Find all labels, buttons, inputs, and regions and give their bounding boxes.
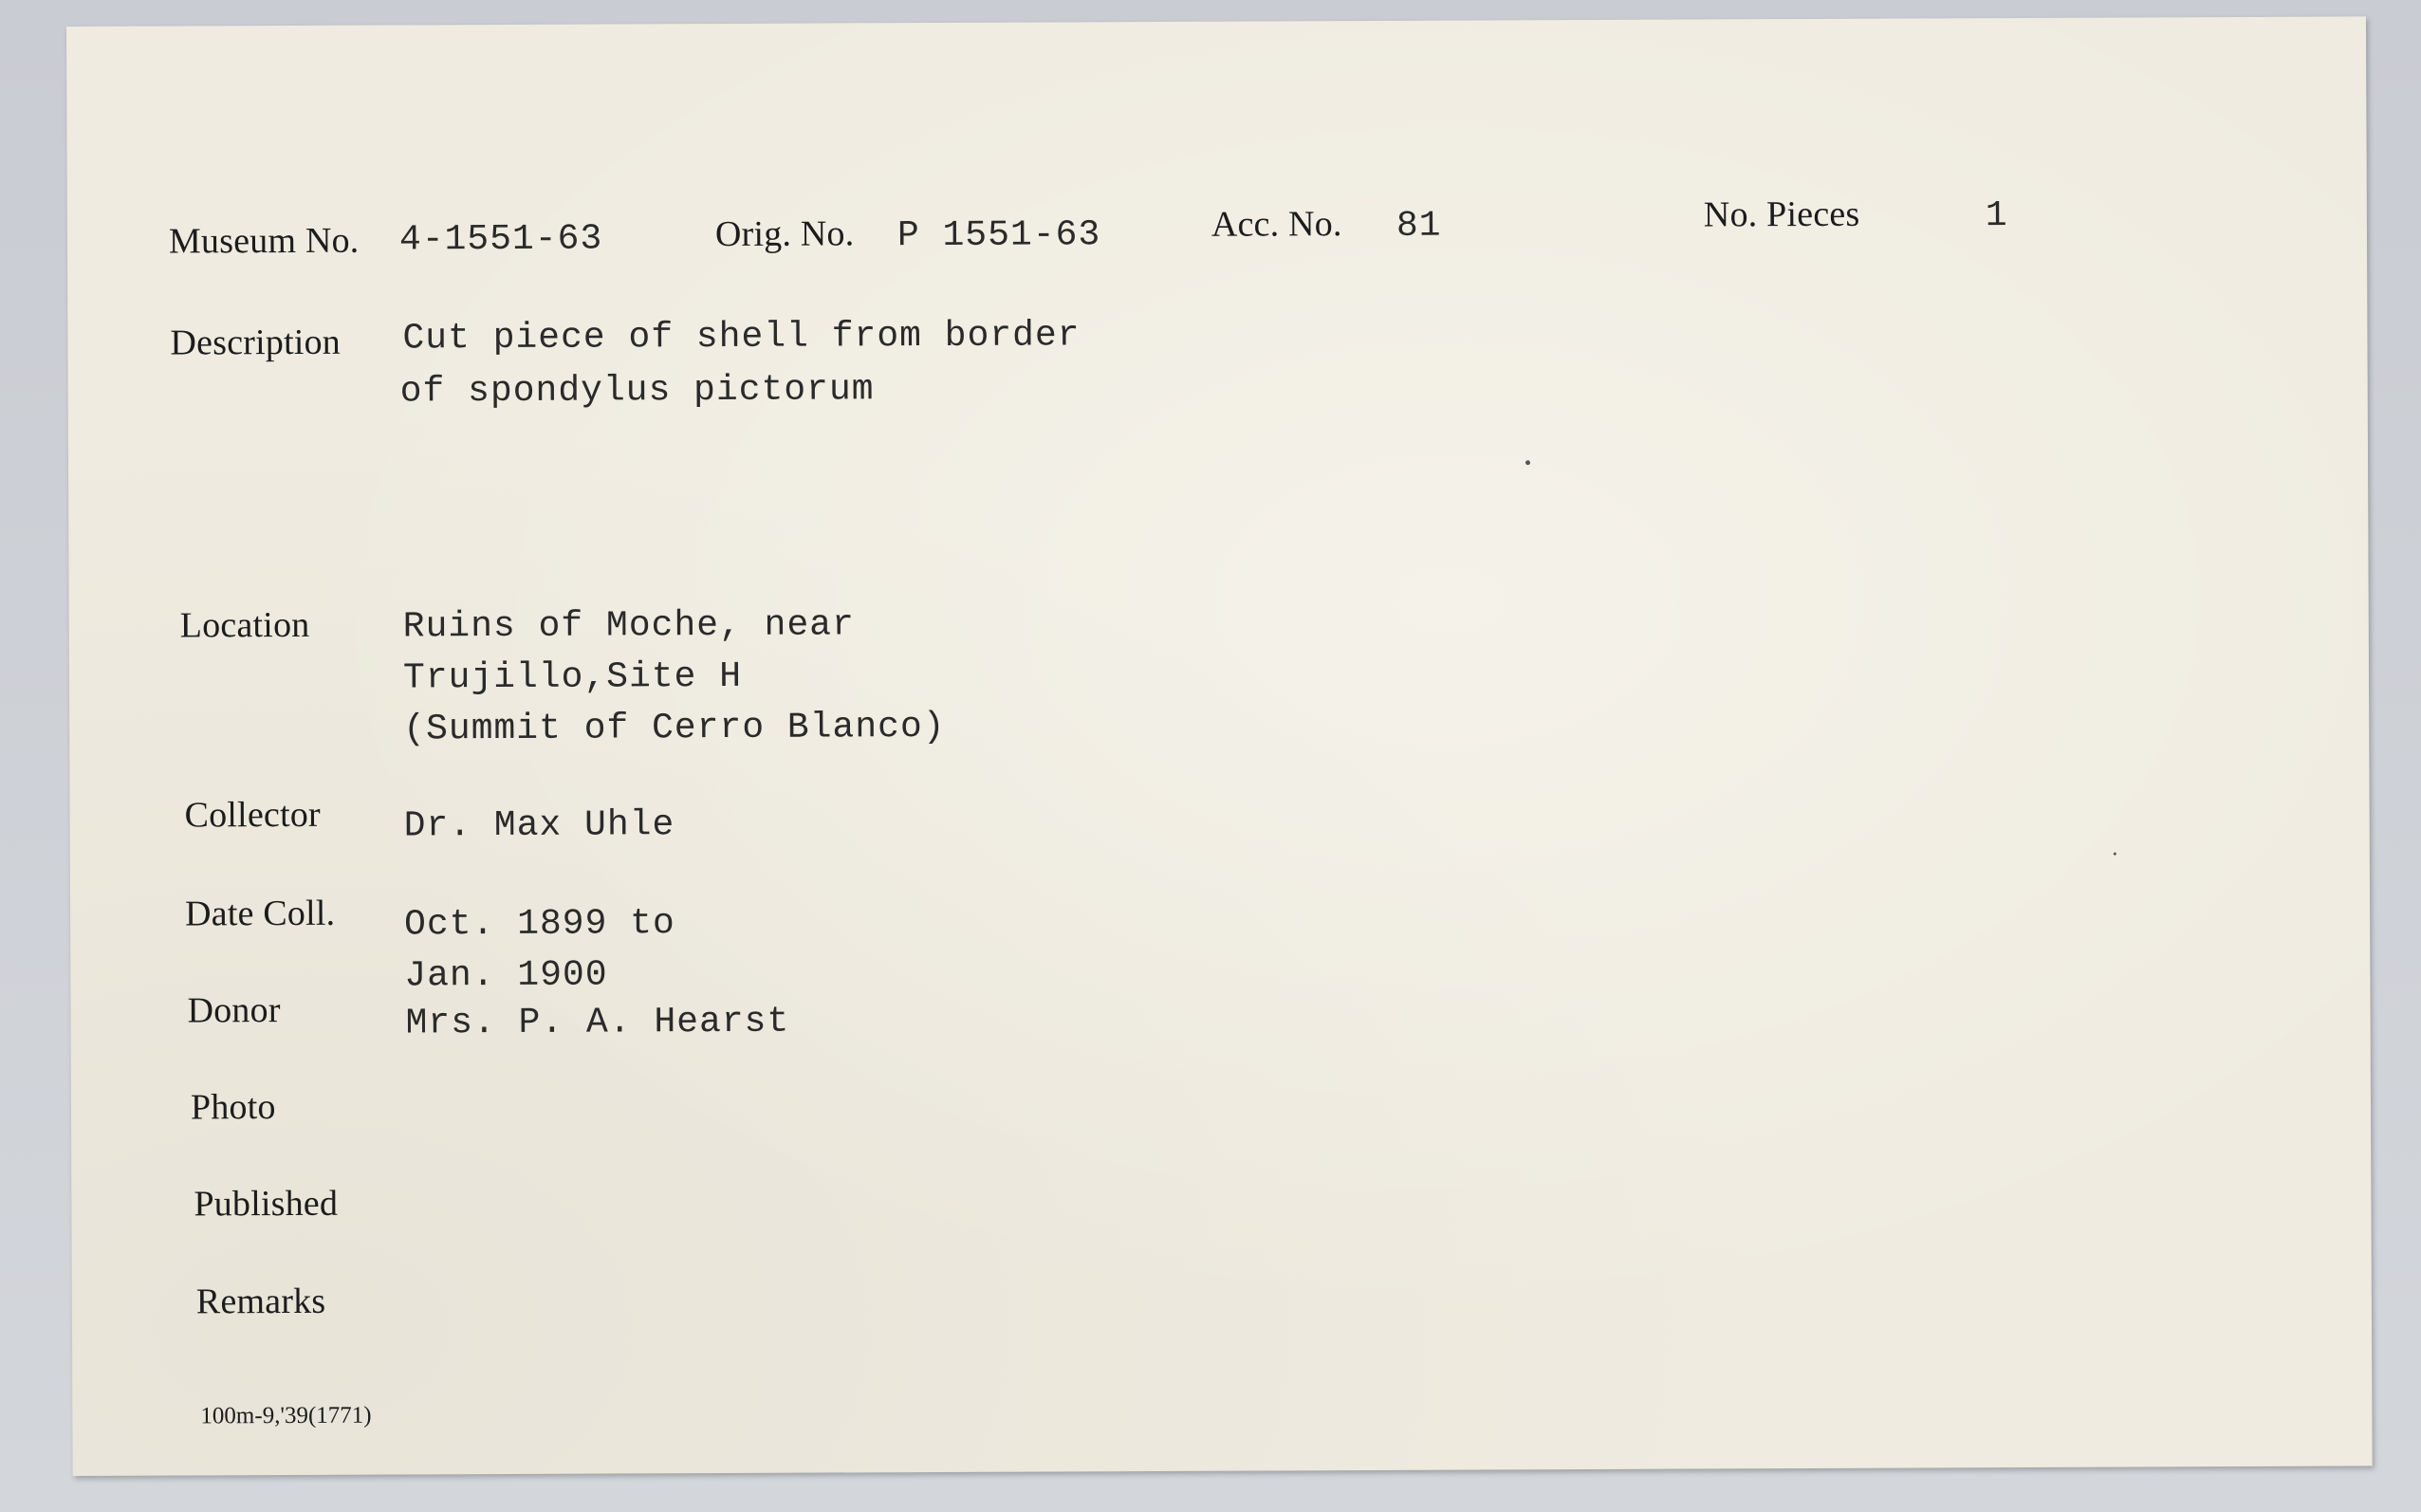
no-pieces-label: No. Pieces — [1703, 194, 1860, 235]
collector-value: Dr. Max Uhle — [403, 804, 675, 847]
acc-no-value: 81 — [1395, 205, 1442, 247]
donor-value: Mrs. P. A. Hearst — [405, 1001, 790, 1044]
location-line-3: (Summit of Cerro Blanco) — [403, 706, 946, 750]
description-line-2: of spondylus pictorum — [399, 369, 875, 413]
speck — [2114, 853, 2116, 856]
catalog-card — [66, 16, 2373, 1476]
date-coll-line-1: Oct. 1899 to — [404, 903, 675, 946]
date-coll-label: Date Coll. — [184, 893, 336, 934]
description-line-1: Cut piece of shell from border — [402, 315, 1081, 360]
orig-no-value: P 1551-63 — [896, 214, 1101, 257]
donor-label: Donor — [187, 990, 281, 1031]
location-line-2: Trujillo,Site H — [402, 655, 743, 699]
date-coll-line-2: Jan. 1900 — [404, 954, 608, 997]
orig-no-label: Orig. No. — [714, 213, 855, 255]
museum-no-label: Museum No. — [168, 220, 360, 262]
location-label: Location — [179, 604, 310, 646]
speck — [1525, 460, 1530, 465]
no-pieces-value: 1 — [1985, 195, 2008, 237]
collector-label: Collector — [184, 794, 321, 836]
published-label: Published — [194, 1183, 339, 1225]
location-line-1: Ruins of Moche, near — [402, 604, 855, 648]
museum-no-value: 4-1551-63 — [398, 218, 603, 261]
remarks-label: Remarks — [195, 1281, 326, 1322]
print-code-footer: 100m-9,'39(1771) — [200, 1402, 372, 1429]
description-label: Description — [170, 322, 342, 363]
photo-label: Photo — [190, 1087, 276, 1128]
acc-no-label: Acc. No. — [1210, 204, 1342, 245]
